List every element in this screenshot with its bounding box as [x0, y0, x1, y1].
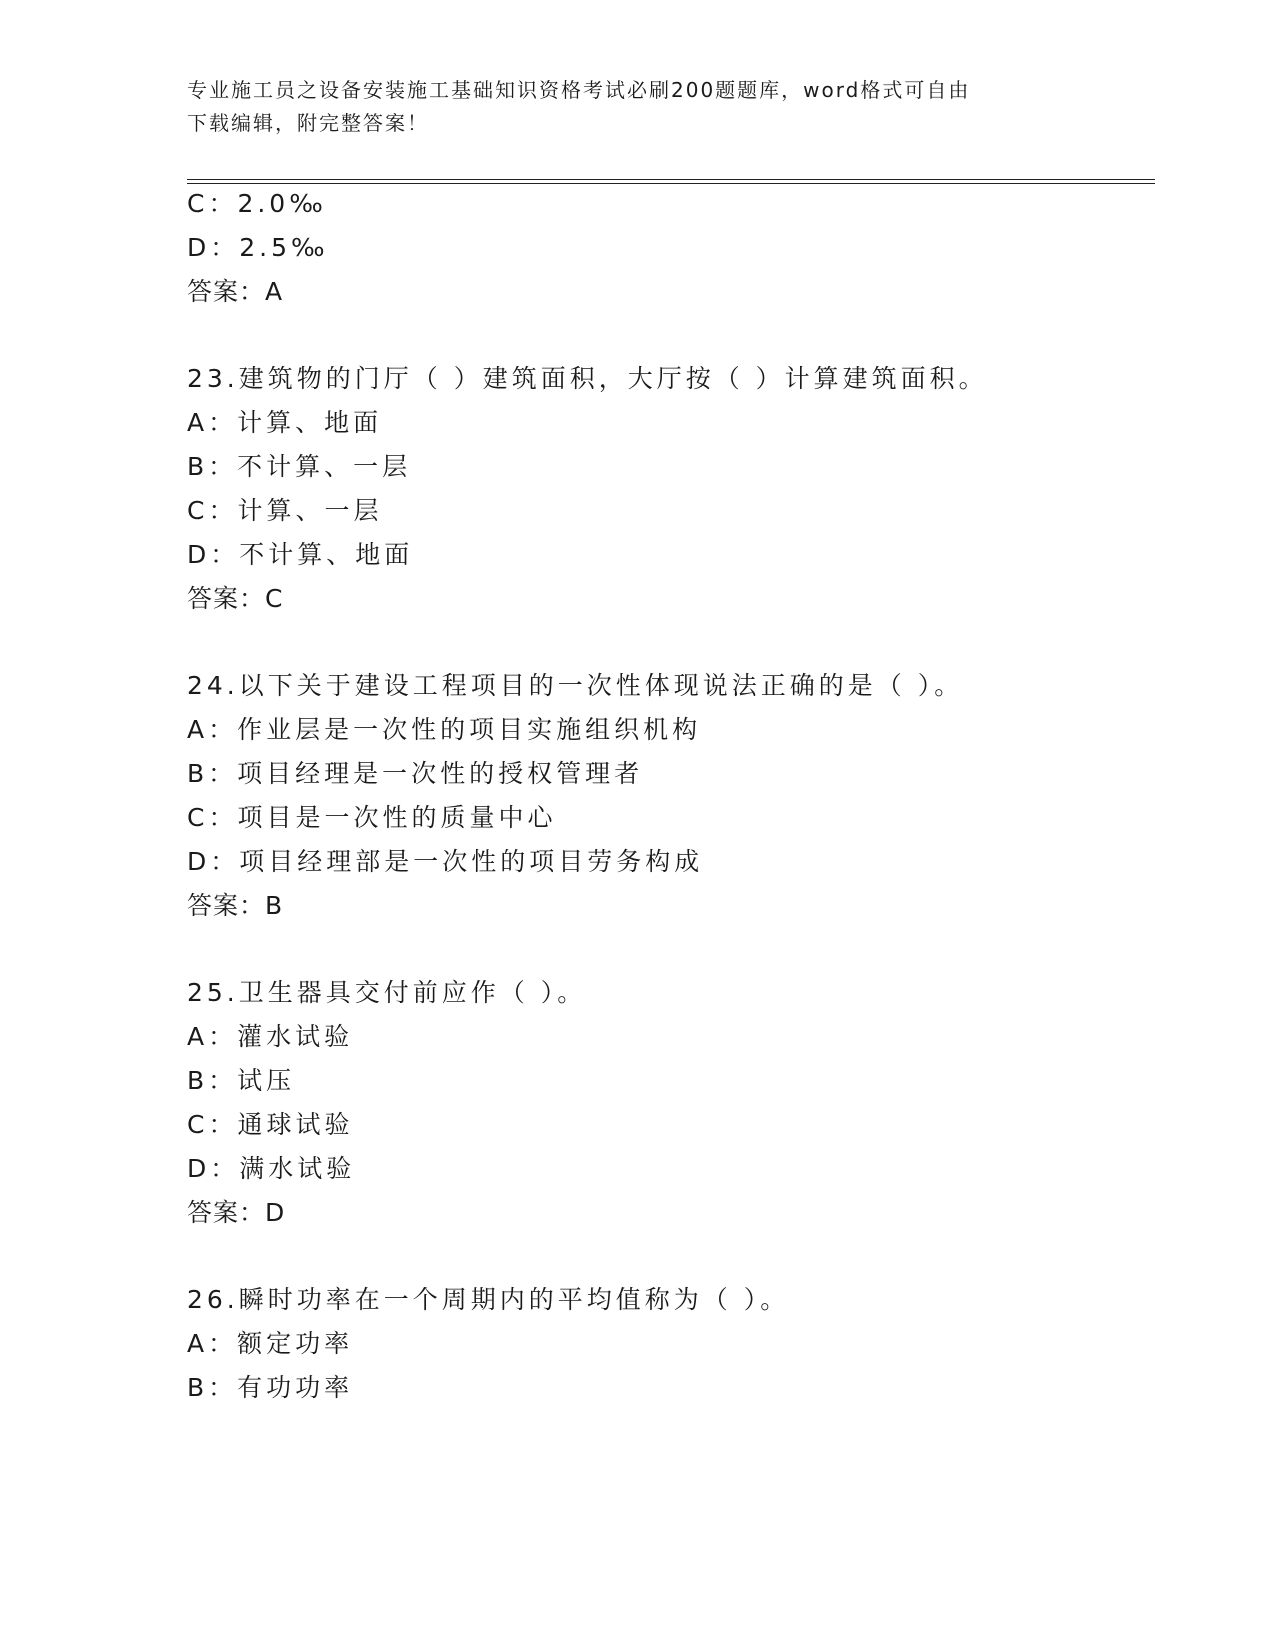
- option-line: C：2.0‰: [187, 189, 327, 218]
- header-line-1: 专业施工员之设备安装施工基础知识资格考试必刷200题题库，word格式可自由: [187, 78, 971, 102]
- option-line: D：项目经理部是一次性的项目劳务构成: [187, 847, 704, 876]
- answer-line: 答案：D: [187, 1198, 286, 1227]
- option-line: B：项目经理是一次性的授权管理者: [187, 759, 644, 788]
- option-line: A：计算、地面: [187, 408, 383, 437]
- option-line: C：计算、一层: [187, 496, 383, 525]
- option-line: B：有功功率: [187, 1373, 354, 1402]
- option-line: B：试压: [187, 1066, 296, 1095]
- option-line: D：不计算、地面: [187, 540, 414, 569]
- question-line: 25.卫生器具交付前应作（ ）。: [187, 978, 587, 1007]
- answer-line: 答案：C: [187, 584, 284, 613]
- option-line: B：不计算、一层: [187, 452, 412, 481]
- answer-line: 答案：A: [187, 277, 284, 306]
- question-line: 26.瞬时功率在一个周期内的平均值称为（ ）。: [187, 1285, 790, 1314]
- option-line: A：额定功率: [187, 1329, 354, 1358]
- option-line: D：2.5‰: [187, 233, 329, 262]
- question-line: 23.建筑物的门厅（ ）建筑面积，大厅按（ ）计算建筑面积。: [187, 364, 988, 393]
- answer-line: 答案：B: [187, 891, 284, 920]
- option-line: D：满水试验: [187, 1154, 356, 1183]
- option-line: C：通球试验: [187, 1110, 354, 1139]
- option-line: A：作业层是一次性的项目实施组织机构: [187, 715, 702, 744]
- question-line: 24.以下关于建设工程项目的一次性体现说法正确的是（ ）。: [187, 671, 964, 700]
- header-line-2: 下载编辑，附完整答案！: [187, 111, 429, 135]
- option-line: C：项目是一次性的质量中心: [187, 803, 557, 832]
- option-line: A：灌水试验: [187, 1022, 354, 1051]
- document-header: [187, 74, 1087, 140]
- header-double-rule: [187, 179, 1155, 184]
